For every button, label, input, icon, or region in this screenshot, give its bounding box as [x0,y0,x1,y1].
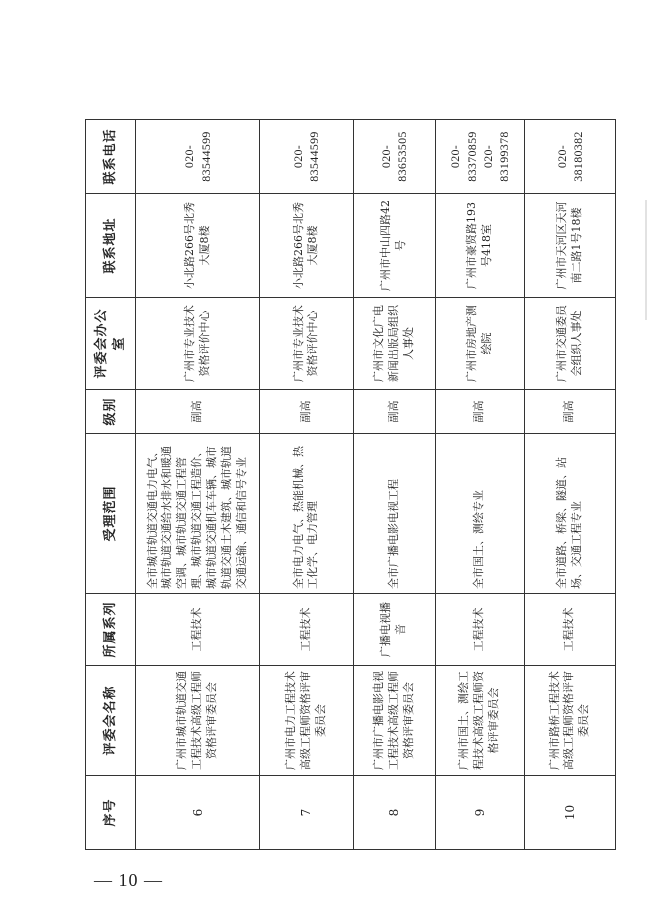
cell-no: 6 [136,776,260,850]
cell-level: 副高 [136,390,260,434]
cell-phone: 020-83370859 020-83199378 [435,120,524,194]
cell-phone: 020-83653505 [353,120,435,194]
cell-scope: 全市电力电气、热能机械、热工化学、电力管理 [260,434,354,594]
header-level: 级别 [86,390,136,434]
table-row [524,120,615,850]
cell-scope: 全市国土、测绘专业 [435,434,524,594]
cell-office: 广州市文化广电新闻出版局组织人事处 [353,298,435,390]
header-phone: 联系电话 [86,120,136,194]
header-series: 所属系列 [86,594,136,666]
cell-level: 副高 [524,390,615,434]
cell-name: 广州市国土、测绘工程技术高级工程师资格评审委员会 [435,666,524,776]
cell-phone: 020-83544599 [260,120,354,194]
cell-name: 广州市城市轨道交通工程技术高级工程师资格评审委员会 [136,666,260,776]
cell-series: 工程技术 [524,594,615,666]
cell-name: 广州市路桥工程技术高级工程师资格评审委员会 [524,666,615,776]
scan-edge-mark [645,200,647,320]
cell-office: 广州市专业技术资格评价中心 [136,298,260,390]
cell-no: 10 [524,776,615,850]
header-address: 联系地址 [86,194,136,298]
cell-no: 9 [435,776,524,850]
header-no: 序号 [86,776,136,850]
cell-scope: 全市城市轨道交通电力电气、城市轨道交通给水排水和暖通空调、城市轨道交通工程管理、城市轨道交通工程造价、城市轨道交通机车车辆、城市轨道交通土木建筑、城市轨道交通运输、通信和信号专业 [136,434,260,594]
page-number: — 10 — [94,870,163,890]
cell-phone: 020-38180382 [524,120,615,194]
cell-address: 广州市豪贤路193号418室 [435,194,524,298]
cell-series: 工程技术 [260,594,354,666]
cell-scope: 全市广播电影电视工程 [353,434,435,594]
cell-no: 7 [260,776,354,850]
cell-series: 广播电视播音 [353,594,435,666]
table-row [435,120,524,850]
cell-address: 小北路266号北秀大厦8楼 [136,194,260,298]
cell-name: 广州市电力工程技术高级工程师资格评审委员会 [260,666,354,776]
cell-level: 副高 [260,390,354,434]
cell-level: 副高 [353,390,435,434]
header-row [86,120,136,850]
cell-scope: 全市道路、桥梁、隧道、站场、交通工程专业 [524,434,615,594]
landscape-sheet [85,120,616,850]
cell-no: 8 [353,776,435,850]
cell-office: 广州市专业技术资格评价中心 [260,298,354,390]
header-scope: 受理范围 [86,434,136,594]
table-row [353,120,435,850]
cell-office: 广州市交通委员会组织人事处 [524,298,615,390]
rotated-table-area [85,120,616,850]
header-name: 评委会名称 [86,666,136,776]
table-row [136,120,260,850]
cell-address: 小北路266号北秀大厦8楼 [260,194,354,298]
cell-name: 广州市广播电影电视工程技术高级工程师资格评审委员会 [353,666,435,776]
cell-office: 广州市房地产测绘院 [435,298,524,390]
header-office: 评委会办公室 [86,298,136,390]
cell-series: 工程技术 [435,594,524,666]
cell-series: 工程技术 [136,594,260,666]
cell-phone: 020-83544599 [136,120,260,194]
table-row [260,120,354,850]
cell-address: 广州市天河区天河南二路1号18楼 [524,194,615,298]
cell-address: 广州市中山四路42号 [353,194,435,298]
committee-table [85,119,616,850]
cell-level: 副高 [435,390,524,434]
